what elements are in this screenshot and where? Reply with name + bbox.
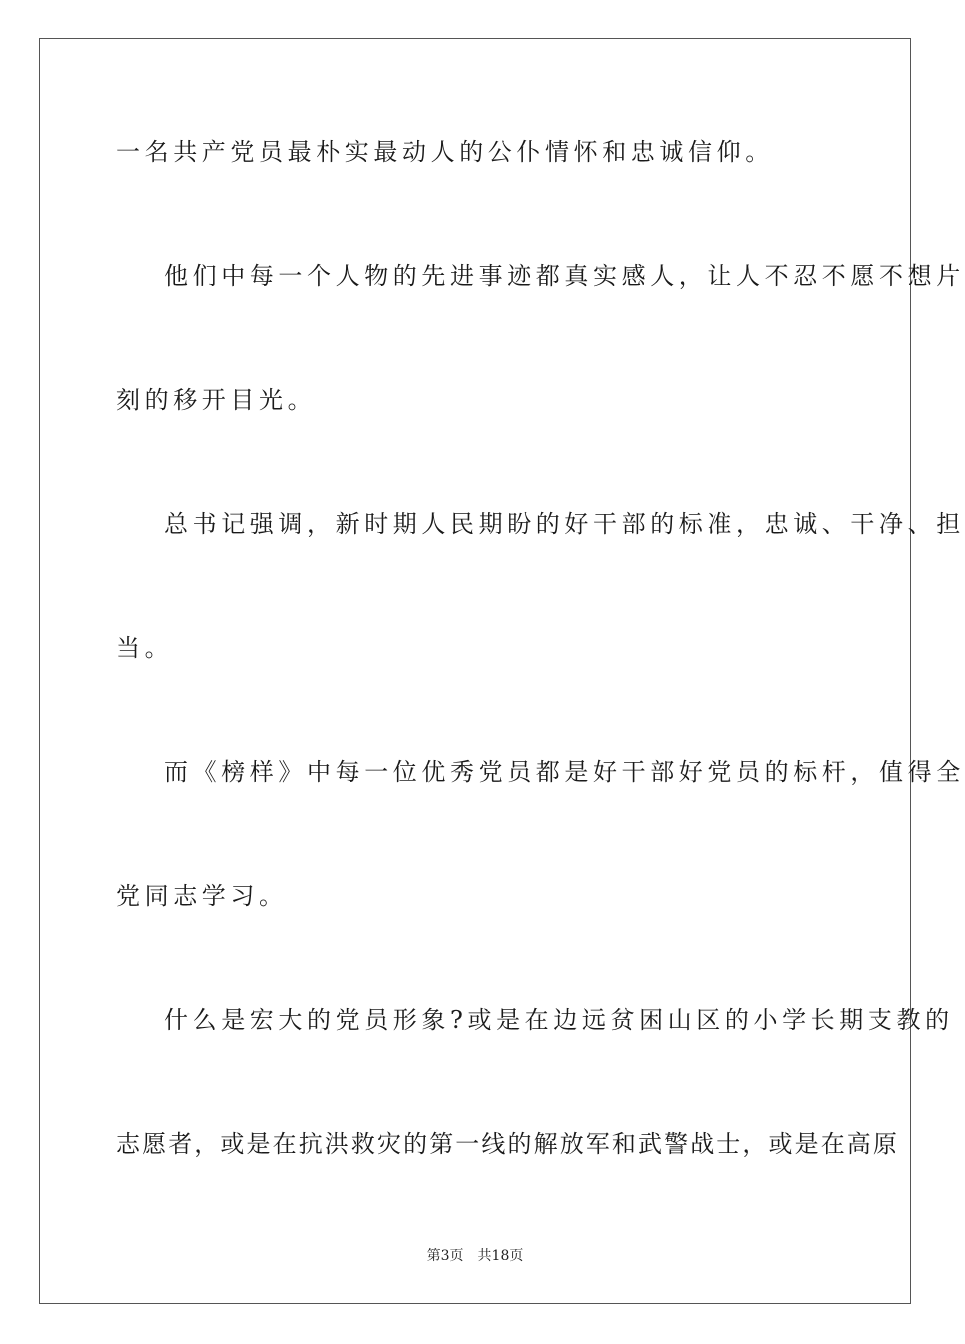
page-total: 共18页 — [477, 1248, 524, 1264]
page-number: 第3页 — [426, 1248, 464, 1264]
text-line-9: 志愿者，或是在抗洪救灾的第一线的解放军和武警战士，或是在高原 — [116, 1130, 899, 1158]
page-border — [39, 38, 965, 1304]
text-line-8: 什么是宏大的党员形象?或是在边远贫困山区的小学长期支教的 — [164, 1006, 954, 1034]
text-line-2: 他们中每一个人物的先进事迹都真实感人，让人不忍不愿不想片 — [164, 262, 965, 290]
page-footer — [0, 1246, 950, 1266]
text-line-7: 党同志学习。 — [116, 882, 288, 910]
text-line-6: 而《榜样》中每一位优秀党员都是好干部好党员的标杆，值得全 — [164, 758, 965, 786]
text-line-3: 刻的移开目光。 — [116, 386, 317, 414]
text-line-4: 总书记强调，新时期人民期盼的好干部的标准，忠诚、干净、担 — [164, 510, 965, 538]
text-line-1: 一名共产党员最朴实最动人的公仆情怀和忠诚信仰。 — [116, 138, 774, 166]
text-line-5: 当。 — [116, 634, 174, 662]
